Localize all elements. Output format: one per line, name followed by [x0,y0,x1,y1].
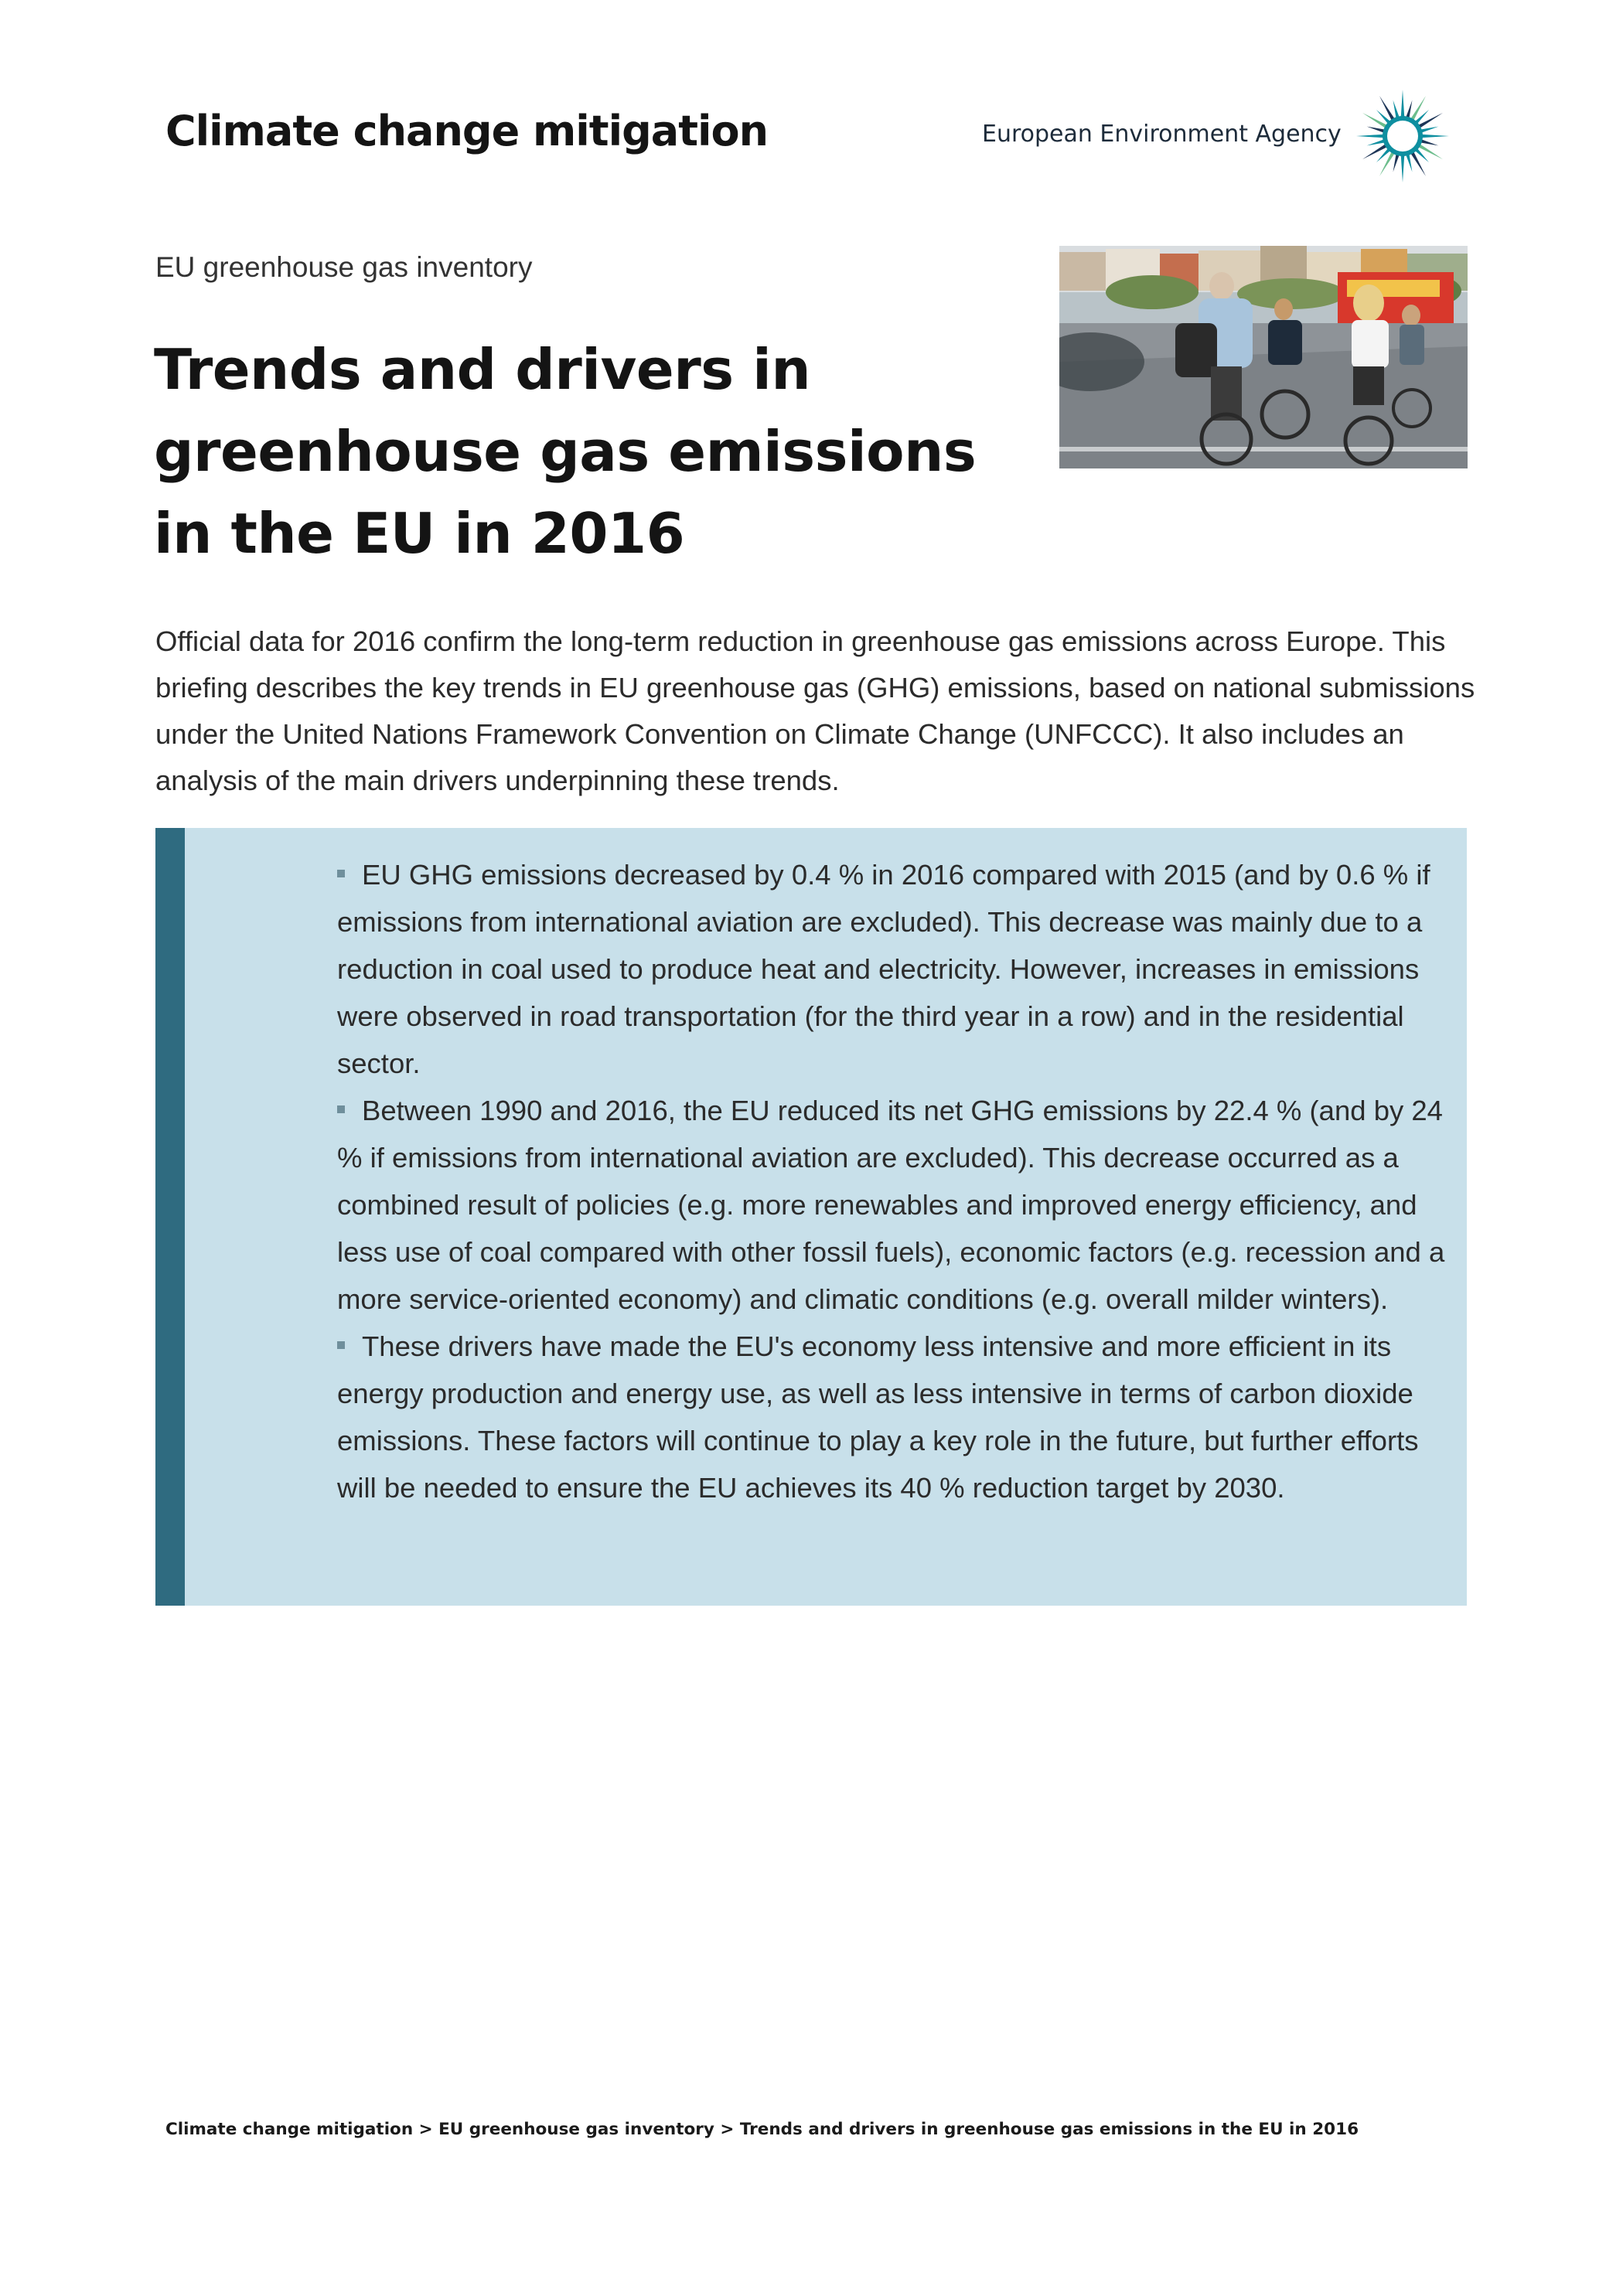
key-findings-list [337,851,1451,1511]
square-bullet-icon [337,1341,345,1349]
agency-branding[interactable] [982,87,1461,187]
key-findings-box [155,828,1467,1606]
section-title: Climate change mitigation [165,107,769,155]
cyclists-street-photo [1059,246,1468,468]
breadcrumb[interactable]: Climate change mitigation > EU greenhouse gas inventory > Trends and drivers in greenhouse gas emissions in the EU in 2016 [165,2120,1359,2139]
key-finding-item [337,1087,1451,1323]
intro-paragraph: Official data for 2016 confirm the long-term reduction in greenhouse gas emissions across Europe. This briefing describes the key trends in EU greenhouse gas (GHG) emissions, based on national submissions under the United Nations Framework Convention on Climate Change (UNFCCC). It also includes an analysis of the main drivers underpinning these trends. [155,625,1475,796]
square-bullet-icon [337,870,345,877]
page-title: Trends and drivers in greenhouse gas emissions in the EU in 2016 [154,337,977,566]
square-bullet-icon [337,1105,345,1113]
key-findings-accent-bar [155,828,185,1606]
agency-name: European Environment Agency [982,121,1342,148]
eea-sun-logo-icon [1353,87,1452,186]
key-finding-text: Between 1990 and 2016, the EU reduced its net GHG emissions by 22.4 % (and by 24 % if emissions from international aviation are excluded). This decrease occurred as a combined result of policies (e.g. more renewables and improved energy efficiency, and less use of coal compared with other fossil fuels), economic factors (e.g. recession and a more service-oriented economy) and climatic conditions (e.g. overall milder winters). [337,1095,1445,1315]
key-finding-item [337,1323,1451,1511]
key-finding-text: EU GHG emissions decreased by 0.4 % in 2016 compared with 2015 (and by 0.6 % if emissions from international aviation are excluded). This decrease was mainly due to a reduction in coal used to produce heat and electricity. However, increases in emissions were observed in road transportation (for the third year in a row) and in the residential sector. [337,859,1430,1079]
key-finding-text: These drivers have made the EU's economy less intensive and more efficient in its energy production and energy use, as well as less intensive in terms of carbon dioxide emissions. These factors will continue to play a key role in the future, but further efforts will be needed to ensure the EU achieves its 40 % reduction target by 2030. [337,1330,1419,1504]
key-finding-item [337,851,1451,1087]
category-label[interactable]: EU greenhouse gas inventory [155,251,533,283]
